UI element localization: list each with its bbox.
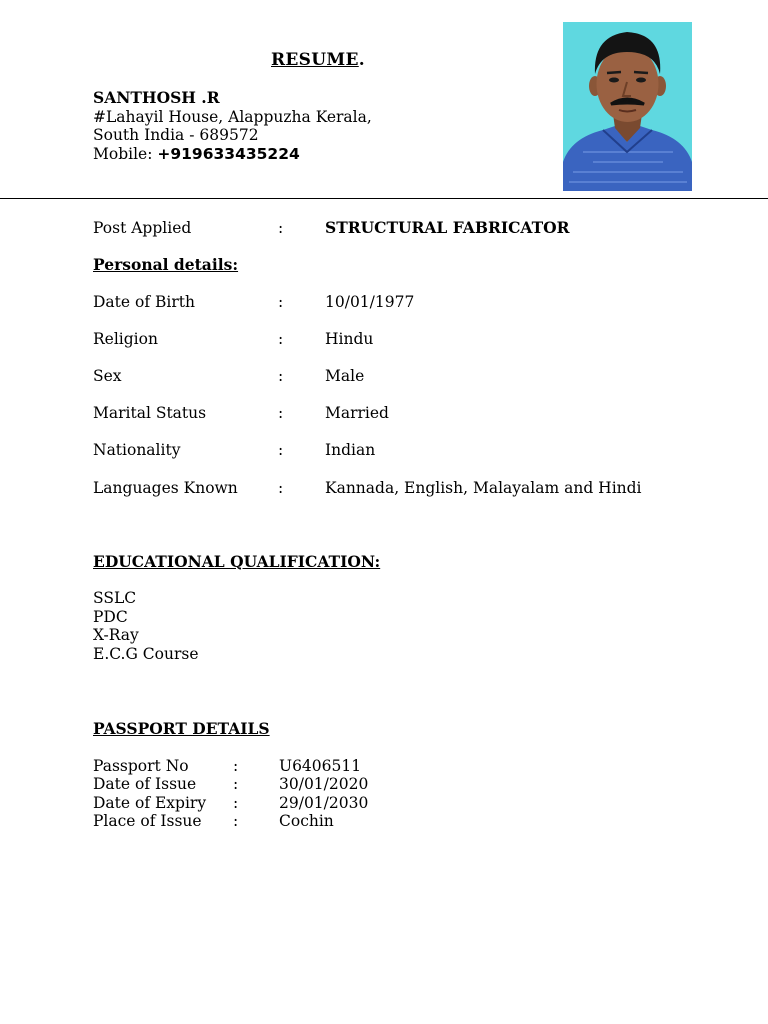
- applicant-name: SANTHOSH .R: [93, 88, 220, 107]
- passport-row-value: 30/01/2020: [279, 775, 369, 793]
- post-applied-value: STRUCTURAL FABRICATOR: [325, 218, 570, 237]
- personal-row-value: Male: [325, 367, 365, 385]
- address-line-2: South India - 689572: [93, 126, 259, 144]
- field-separator: :: [278, 330, 284, 348]
- mobile-number: +919633435224: [157, 144, 300, 163]
- header-divider: [0, 198, 768, 199]
- personal-details-heading: Personal details:: [93, 255, 239, 274]
- resume-title: [271, 50, 365, 70]
- resume-title-period: .: [358, 50, 365, 70]
- field-separator: :: [278, 404, 284, 422]
- passport-row-label: Date of Expiry: [93, 794, 207, 812]
- contact-block: [93, 89, 372, 163]
- field-separator: :: [233, 757, 239, 775]
- passport-heading: PASSPORT DETAILS: [93, 719, 270, 738]
- passport-row-label: Passport No: [93, 757, 189, 775]
- education-item: PDC: [93, 607, 128, 626]
- education-item: E.C.G Course: [93, 645, 199, 664]
- education-item: X-Ray: [93, 626, 139, 645]
- field-separator: :: [278, 293, 284, 311]
- personal-row-value: Indian: [325, 441, 376, 459]
- field-separator: :: [278, 219, 284, 237]
- personal-row-label: Date of Birth: [93, 293, 195, 311]
- education-heading: EDUCATIONAL QUALIFICATION:: [93, 552, 381, 571]
- address-line-1: #Lahayil House, Alappuzha Kerala,: [93, 107, 372, 126]
- personal-row-label: Nationality: [93, 441, 181, 459]
- resume-title-text: RESUME: [271, 50, 359, 70]
- personal-row-label: Sex: [93, 367, 122, 385]
- field-separator: :: [278, 367, 284, 385]
- personal-row-label: Religion: [93, 330, 158, 348]
- personal-row-value: Married: [325, 404, 389, 422]
- personal-row-value: Hindu: [325, 330, 374, 348]
- post-applied-label: Post Applied: [93, 219, 192, 237]
- passport-row-value: Cochin: [279, 812, 334, 830]
- applicant-photo: [563, 22, 692, 191]
- personal-row-label: Languages Known: [93, 479, 238, 497]
- field-separator: :: [278, 441, 284, 459]
- field-separator: :: [233, 794, 239, 812]
- education-item: SSLC: [93, 589, 137, 607]
- mobile-label: Mobile:: [93, 144, 153, 163]
- personal-row-value: Kannada, English, Malayalam and Hindi: [325, 479, 642, 497]
- field-separator: :: [233, 775, 239, 793]
- field-separator: :: [233, 812, 239, 830]
- field-separator: :: [278, 479, 284, 497]
- passport-row-value: U6406511: [279, 757, 362, 775]
- mobile-line: [93, 145, 372, 164]
- personal-row-label: Marital Status: [93, 404, 207, 422]
- passport-row-label: Date of Issue: [93, 775, 197, 793]
- passport-row-label: Place of Issue: [93, 812, 202, 830]
- education-list: [93, 589, 199, 664]
- passport-row-value: 29/01/2030: [279, 794, 369, 812]
- personal-row-value: 10/01/1977: [325, 293, 415, 311]
